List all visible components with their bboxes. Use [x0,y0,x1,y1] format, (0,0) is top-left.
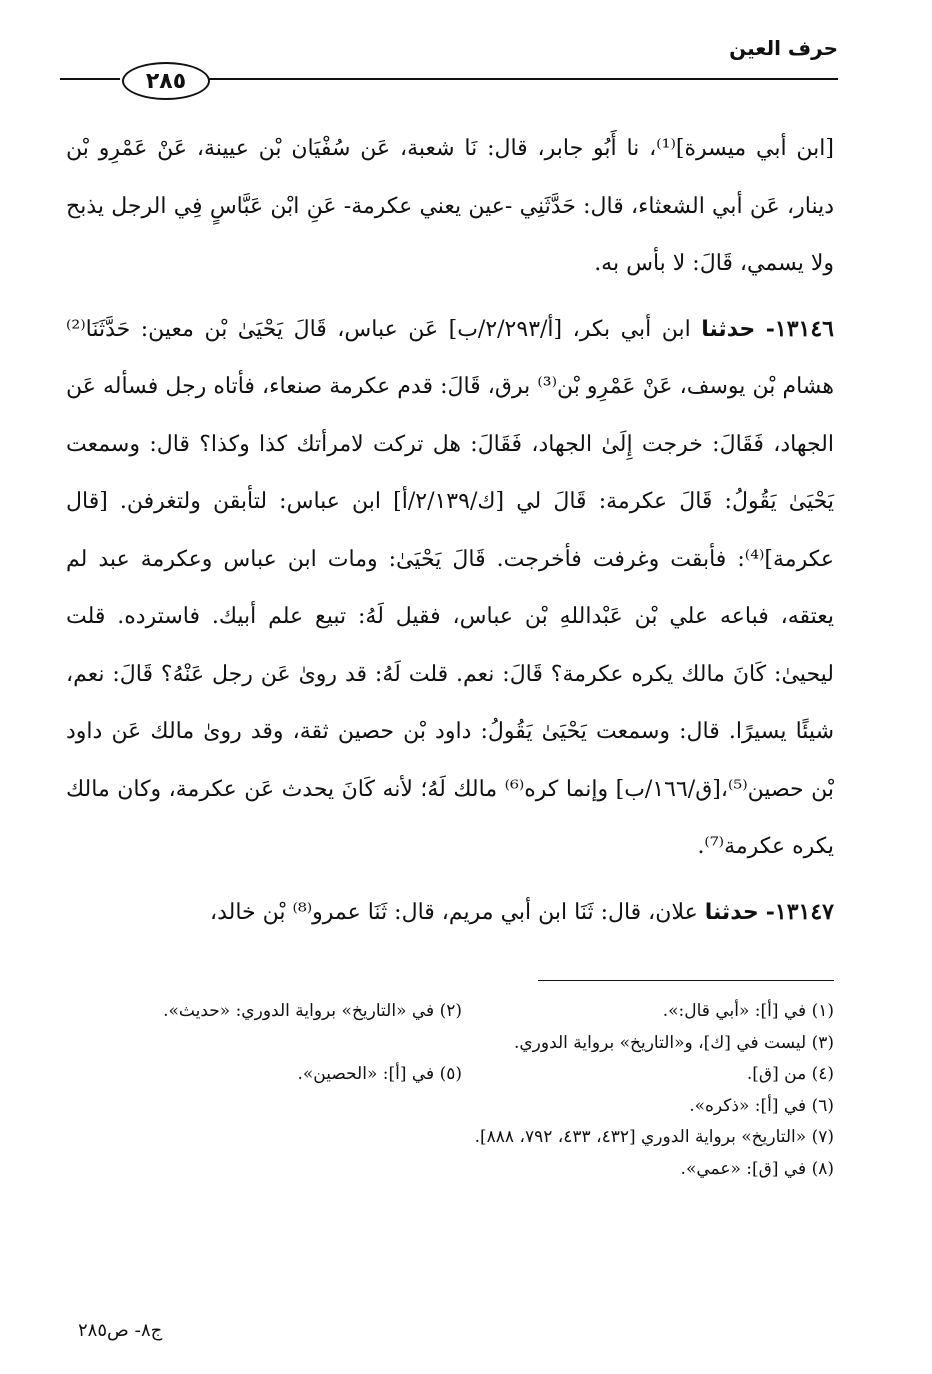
main-text [66,120,834,941]
p1-line-1: [ابن أبي ميسرة]⁽¹⁾، نا أَبُو جابر، قال: نَا شعبة، عَن سُفْيَان بْن عيينة، عَنْ [157,136,834,161]
footnote-2: (٢) في «التاريخ» برواية الدوري: «حديث». [163,1001,462,1021]
footnote-3: (٣) ليست في [ك]، و«التاريخ» برواية الدوري. [513,1032,834,1053]
footnote-row [80,1059,834,1091]
footnote-5: (٥) في [أ]: «الحصين». [297,1064,462,1084]
p1-line-2: عَمْرِو بْن دينار، عَن أبي الشعثاء، قال: حَدَّثَنِي -عين يعني عكرمة- عَنِ [66,136,834,219]
p1-line-3: ابْن عَبَّاسٍ فِي الرجل يذبح ولا يسمي، قَالَ: لا بأس به. [66,193,834,276]
footnote-4: (٤) من [ق]. [746,1064,834,1084]
footnote-8: (٨) في [ق]: «عمي». [680,1158,834,1179]
footnote-separator [538,980,834,981]
page-number-oval [122,62,210,100]
footnote-1: (١) في [أ]: «أبي قال:». [662,1001,834,1021]
footnote-row [80,996,834,1028]
haddathana-label: حدثنا [701,316,756,342]
hadith-number: ١٣١٤٦- [765,315,834,342]
page-number: ٢٨٥ [145,68,187,94]
paragraph-13146 [66,301,834,876]
hadith-text: علان، قال: ثَنَا ابن أبي مريم، قال: ثَنَا عمرو⁽⁸⁾ بْن خالد، [209,899,705,925]
volume-page-reference: ج٨- ص٢٨٥ [78,1320,163,1341]
hadith-text: ابن أبي بكر، [أ/٢/٢٩٣/ب] عَن عباس، قَالَ يَحْيَىٰ بْن معين: حَدَّثَنَا⁽²⁾ هشام بْن يوسف، عَنْ عَمْرِو بْن⁽³⁾ برق، قَالَ: قدم عكرمة صنعاء، فأتاه رجل فسأله عَن الجهاد، فَقَالَ: خرجت إِلَىٰ الجهاد، فَقَالَ: هل تركت لامرأتك كذا وكذا؟ قال: وسمعت يَحْيَىٰ يَقُولُ: قَالَ عكرمة: قَالَ لي [ك/٢/١٣٩/أ] ابن عباس: لتأبقن ولتغرفن. [قال عكرمة]⁽⁴⁾: فأبقت وغرفت فأخرجت. قَالَ يَحْيَىٰ: ومات ابن عباس وعكرمة عبد لم يعتقه، فباعه علي بْن عَبْداللهِ بْن عباس، فقيل لَهُ: تبيع علم أبيك. فاسترده. قلت ليحيىٰ: كَانَ مالك يكره عكرمة؟ قَالَ: نعم. قلت لَهُ: قد روىٰ عَن رجل عَنْهُ؟ قَالَ: نعم، شيئًا يسيرًا. قال: وسمعت يَحْيَىٰ يَقُولُ: داود بْن حصين ثقة، وقد روىٰ مالك عَن داود بْن حصين⁽⁵⁾،[ق/١٦٦/ب] وإنما كره⁽⁶⁾ مالك لَهُ؛ لأنه كَانَ يحدث عَن عكرمة، وكان مالك يكره عكرمة⁽⁷⁾. [66,316,835,859]
paragraph-1 [66,120,834,293]
footnote-row [80,1028,834,1060]
page-header [60,28,838,98]
footnote-7: (٧) «التاريخ» برواية الدوري [٤٣٢، ٤٣٣، ٧٩٢، ٨٨٨]. [474,1127,834,1147]
hadith-number: ١٣١٤٧- [765,898,834,925]
header-rule-left [60,78,120,80]
footnote-row [80,1091,834,1123]
header-rule [208,78,838,80]
paragraph-13147 [66,884,834,942]
haddathana-label: حدثنا [704,899,759,925]
chapter-title: حرف العين [729,36,838,60]
footnote-row [80,1154,834,1186]
footnote-row [80,1122,834,1154]
footnote-6: (٦) في [أ]: «ذكره». [689,1095,834,1116]
footnotes [80,996,834,1185]
